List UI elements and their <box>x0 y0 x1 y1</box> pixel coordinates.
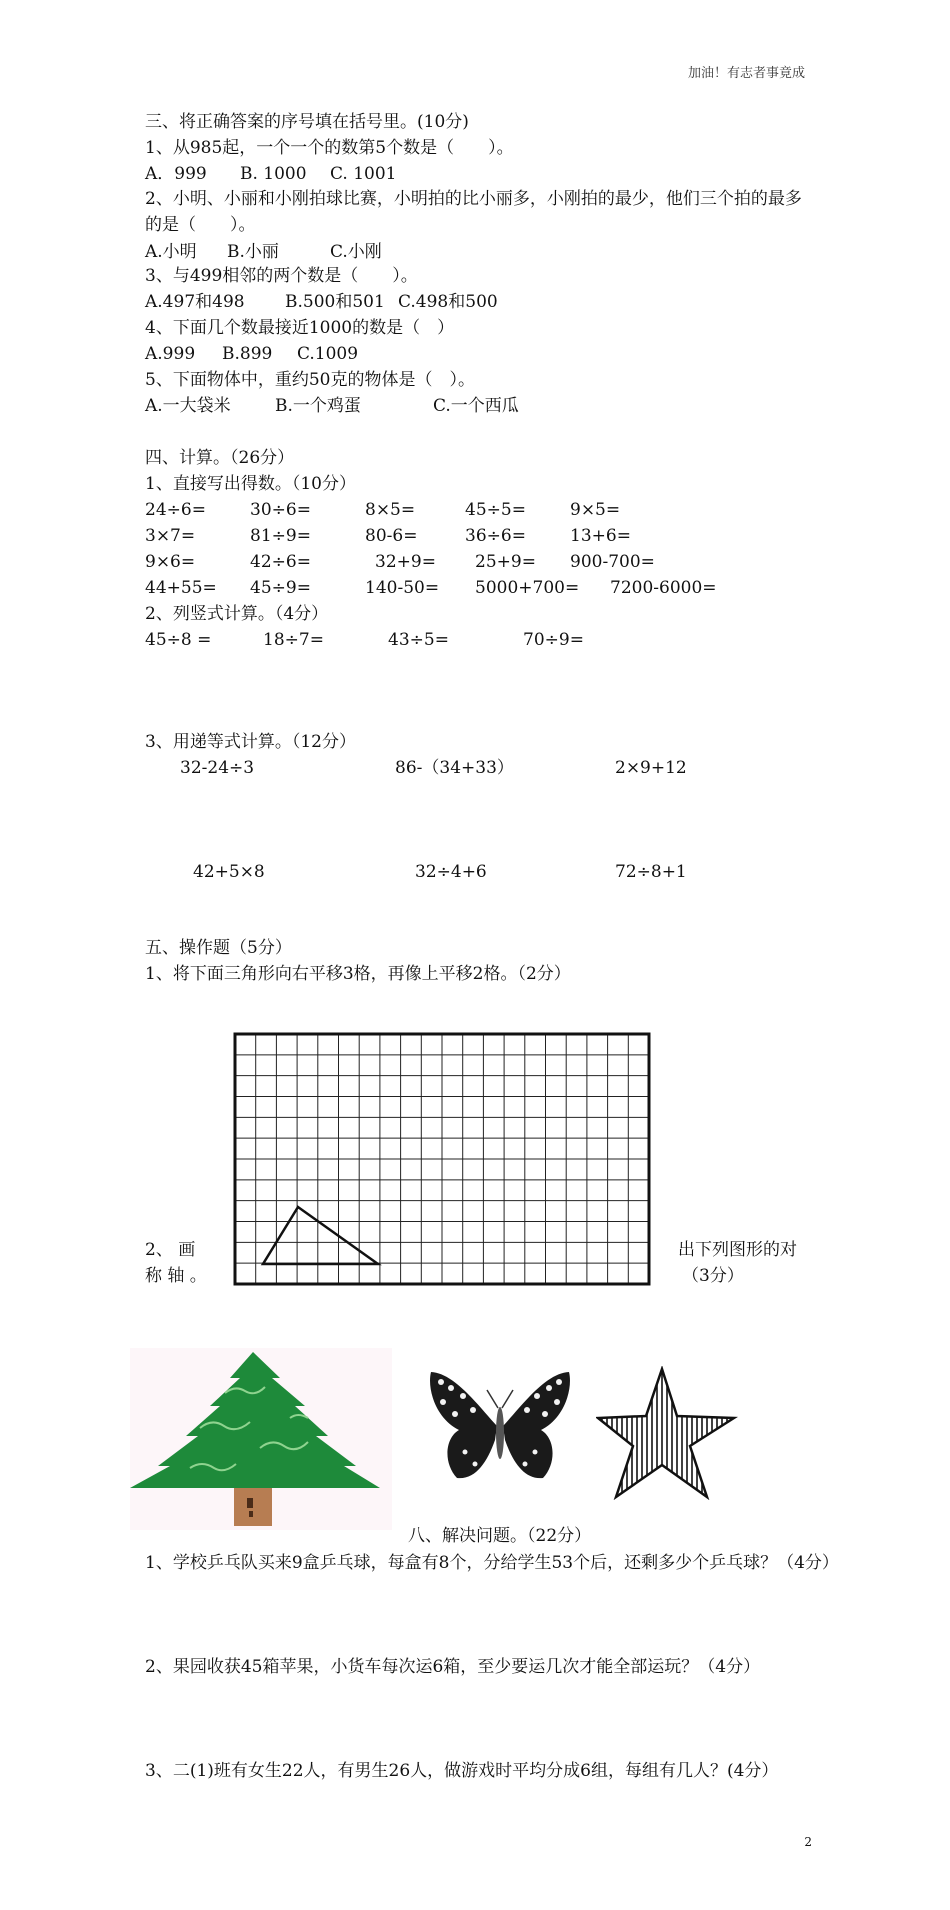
option-a: A．999 <box>145 164 207 184</box>
expression: 32-24÷3 <box>180 758 255 778</box>
expression: 32+9= <box>375 552 436 572</box>
sub-3-title: 3、用递等式计算。（12分） <box>145 732 356 752</box>
option-b: B.899 <box>222 344 273 364</box>
expression: 70÷9= <box>523 630 584 650</box>
expression: 13+6= <box>570 526 631 546</box>
option-c: C.498和500 <box>398 292 498 312</box>
question-5-2-right: 出下列图形的对 <box>678 1240 797 1260</box>
question-3-3: 3、与499相邻的两个数是（ ）。 <box>145 266 418 286</box>
expression: 42÷6= <box>250 552 311 572</box>
section-3-title: 三、将正确答案的序号填在括号里。(10分) <box>145 112 469 132</box>
expression: 80-6= <box>365 526 418 546</box>
option-b: B. 1000 <box>240 164 307 184</box>
option-a: A.一大袋米 <box>145 396 231 416</box>
expression: 86-（34+33） <box>395 758 514 778</box>
question-5-1: 1、将下面三角形向右平移3格，再像上平移2格。（2分） <box>145 964 571 984</box>
expression: 5000+700= <box>475 578 580 598</box>
section-4-title: 四、计算。（26分） <box>145 448 295 468</box>
expression: 25+9= <box>475 552 536 572</box>
question-5-2-left: 2、 画 <box>145 1240 196 1260</box>
page-number: 2 <box>804 1835 812 1849</box>
page-header: 加油！有志者事竟成 <box>687 66 805 81</box>
section-8-title: 八、解决问题。（22分） <box>408 1526 592 1546</box>
problem-8-1: 1、学校乒乓队买来9盒乒乓球，每盒有8个，分给学生53个后，还剩多少个乒乓球？（4分） <box>145 1553 839 1573</box>
expression: 9×6= <box>145 552 196 572</box>
expression: 36÷6= <box>465 526 526 546</box>
sub-2-title: 2、列竖式计算。（4分） <box>145 604 329 624</box>
expression: 140-50= <box>365 578 440 598</box>
question-3-1: 1、从985起，一个一个的数第5个数是（ ）。 <box>145 138 514 158</box>
expression: 2×9+12 <box>615 758 687 778</box>
expression: 42+5×8 <box>193 862 265 882</box>
option-c: C.1009 <box>297 344 359 364</box>
expression: 45÷8 = <box>145 630 212 650</box>
option-c: C. 1001 <box>330 164 397 184</box>
star-shape <box>598 1369 734 1497</box>
option-c: C.小刚 <box>330 242 382 262</box>
expression: 24÷6= <box>145 500 206 520</box>
expression: 18÷7= <box>263 630 324 650</box>
expression: 43÷5= <box>388 630 449 650</box>
question-5-2-left-2: 称 轴 。 <box>145 1266 207 1286</box>
expression: 3×7= <box>145 526 196 546</box>
option-b: B.一个鸡蛋 <box>275 396 361 416</box>
question-3-5: 5、下面物体中，重约50克的物体是（ ）。 <box>145 370 475 390</box>
expression: 7200-6000= <box>610 578 717 598</box>
translation-grid <box>233 1032 653 1290</box>
butterfly-body <box>496 1407 504 1459</box>
section-5-title: 五、操作题（5分） <box>145 938 292 958</box>
question-3-2: 2、小明、小丽和小刚拍球比赛，小明拍的比小丽多，小刚拍的最少，他们三个拍的最多的是（ ）。 <box>145 189 802 235</box>
expression: 8×5= <box>365 500 416 520</box>
option-c: C.一个西瓜 <box>433 396 519 416</box>
triangle-shape <box>263 1207 378 1264</box>
star-figure <box>596 1366 738 1500</box>
expression: 72÷8+1 <box>615 862 687 882</box>
option-b: B.500和501 <box>285 292 385 312</box>
expression: 32÷4+6 <box>415 862 487 882</box>
expression: 81÷9= <box>250 526 311 546</box>
butterfly-right-wing <box>503 1372 570 1478</box>
problem-8-3: 3、二(1)班有女生22人，有男生26人，做游戏时平均分成6组，每组有几人？(4分） <box>145 1761 779 1781</box>
tree-figure <box>130 1348 392 1530</box>
problem-8-2: 2、果园收获45箱苹果，小货车每次运6箱，至少要运几次才能全部运玩？（4分） <box>145 1657 761 1677</box>
expression: 45÷9= <box>250 578 311 598</box>
expression: 900-700= <box>570 552 655 572</box>
expression: 45÷5= <box>465 500 526 520</box>
question-3-4: 4、下面几个数最接近1000的数是（ ） <box>145 318 455 338</box>
sub-1-title: 1、直接写出得数。（10分） <box>145 474 356 494</box>
question-5-2-right-2: （3分） <box>682 1266 744 1286</box>
option-a: A.497和498 <box>145 292 245 312</box>
expression: 9×5= <box>570 500 621 520</box>
butterfly-left-wing <box>430 1372 497 1478</box>
option-a: A.小明 <box>145 242 197 262</box>
butterfly-figure <box>425 1368 575 1492</box>
option-a: A.999 <box>145 344 196 364</box>
expression: 44+55= <box>145 578 217 598</box>
option-b: B.小丽 <box>227 242 279 262</box>
expression: 30÷6= <box>250 500 311 520</box>
